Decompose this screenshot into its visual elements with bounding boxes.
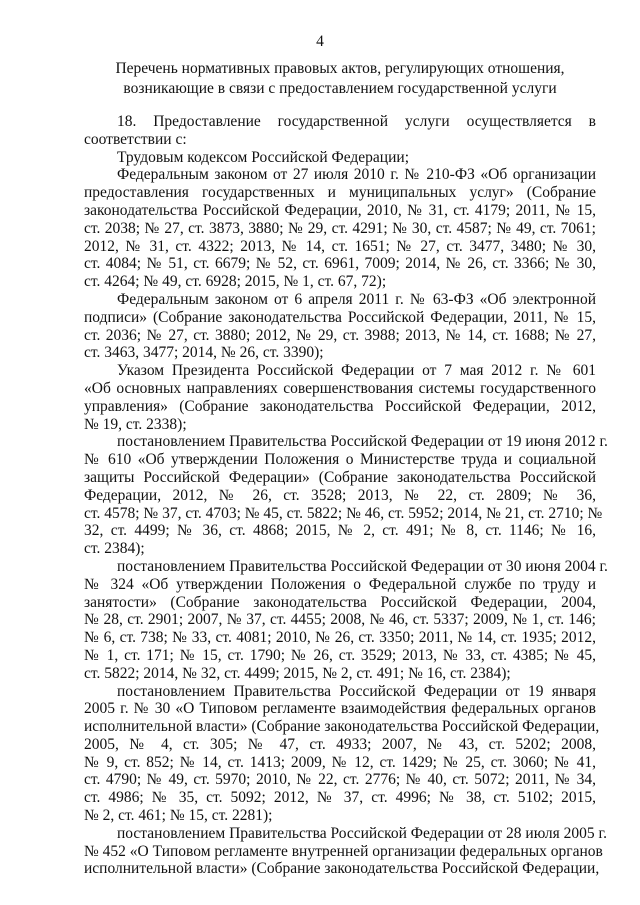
paragraph-line: подписи» (Собрание законодательства Российской Федерации, 2011, № 15,: [84, 308, 596, 326]
paragraph-line: ст. 2036; № 27, ст. 3880; 2012, № 29, ст. 3988; 2013, № 14, ст. 1688; № 27,: [84, 326, 596, 344]
paragraph: [84, 362, 596, 433]
paragraph-line: управления» (Собрание законодательства Российской Федерации, 2012,: [84, 397, 596, 415]
paragraph: [84, 149, 596, 167]
paragraph: [84, 682, 600, 825]
paragraph-line: ст. 4986; № 35, ст. 5092; 2012, № 37, ст. 4996; № 38, ст. 5102; 2015,: [84, 789, 596, 807]
paragraph-line: 18. Предоставление государственной услуги осуществляется в: [117, 113, 596, 130]
paragraph: [84, 113, 596, 149]
paragraph-line: ст. 2038; № 27, ст. 3873, 3880; № 29, ст. 4291; № 30, ст. 4587; № 49, ст. 7061;: [84, 219, 596, 237]
paragraph-line: № 19, ст. 2338);: [84, 415, 187, 433]
paragraph-line: исполнительной власти» (Собрание законодательства Российской Федерации,: [84, 718, 600, 736]
paragraph-line: 2005, № 4, ст. 305; № 47, ст. 4933; 2007, № 43, ст. 5202; 2008,: [84, 735, 596, 753]
paragraph-line: ст. 4790; № 49, ст. 5970; 2010, № 22, ст. 2776; № 40, ст. 5072; 2011, № 34,: [84, 771, 596, 789]
paragraph-line: соответствии с:: [84, 130, 187, 148]
paragraph-line: постановлением Правительства Российской Федерации от 28 июля 2005 г.: [117, 824, 607, 842]
paragraph: [84, 433, 608, 558]
paragraph-line: ст. 4578; № 37, ст. 4703; № 45, ст. 5822; № 46, ст. 5952; 2014, № 21, ст. 2710; №: [84, 504, 603, 522]
paragraph-line: № 28, ст. 2901; 2007, № 37, ст. 4455; 2008, № 46, ст. 5337; 2009, № 1, ст. 146;: [84, 611, 596, 629]
paragraph: [84, 166, 596, 291]
paragraph-line: ст. 4264; № 49, ст. 6928; 2015, № 1, ст. 67, 72);: [84, 273, 387, 291]
paragraph-line: 32, ст. 4499; № 36, ст. 4868; 2015, № 2, ст. 491; № 8, ст. 1146; № 16,: [84, 522, 596, 540]
paragraph-line: № 610 «Об утверждении Положения о Министерстве труда и социальной: [84, 451, 596, 469]
section-title-line: Перечень нормативных правовых актов, регулирующих отношения,: [115, 60, 565, 77]
paragraph-line: Указом Президента Российской Федерации от 7 мая 2012 г. № 601: [117, 362, 596, 380]
paragraph-line: № 9, ст. 852; № 14, ст. 1413; 2009, № 12, ст. 1429; № 25, ст. 3060; № 41,: [84, 753, 596, 771]
paragraph: [84, 824, 607, 878]
paragraph-line: № 452 «О Типовом регламенте внутренней организации федеральных органов: [84, 842, 603, 860]
paragraph-line: № 2, ст. 461; № 15, ст. 2281);: [84, 807, 273, 825]
paragraph-line: ст. 3463, 3477; 2014, № 26, ст. 3390);: [84, 344, 324, 362]
page-number: 4: [316, 33, 324, 50]
paragraph-line: предоставления государственных и муниципальных услуг» (Собрание: [84, 184, 596, 202]
paragraph-line: № 324 «Об утверждении Положения о Федеральной службе по труду и: [84, 575, 596, 593]
paragraph-line: № 1, ст. 171; № 15, ст. 1790; № 26, ст. 3529; 2013, № 33, ст. 4385; № 45,: [84, 646, 596, 664]
paragraph-line: Федеральным законом от 6 апреля 2011 г. № 63-ФЗ «Об электронной: [117, 290, 596, 308]
paragraph-line: 2005 г. № 30 «О Типовом регламенте взаимодействия федеральных органов: [84, 700, 596, 718]
paragraph-line: защиты Российской Федерации» (Собрание законодательства Российской: [84, 468, 596, 486]
paragraph-line: исполнительной власти» (Собрание законодательства Российской Федерации,: [84, 860, 600, 878]
paragraph-line: постановлением Правительства Российской Федерации от 30 июня 2004 г.: [117, 557, 608, 575]
paragraph-line: Федеральным законом от 27 июля 2010 г. № 210-ФЗ «Об организации: [117, 166, 596, 184]
paragraph-line: 2012, № 31, ст. 4322; 2013, № 14, ст. 1651; № 27, ст. 3477, 3480; № 30,: [84, 237, 596, 255]
paragraph-line: ст. 4084; № 51, ст. 6679; № 52, ст. 6961, 7009; 2014, № 26, ст. 3366; № 30,: [84, 255, 596, 273]
paragraph-line: Трудовым кодексом Российской Федерации;: [117, 148, 409, 166]
document-body: [84, 113, 608, 878]
paragraph: [84, 557, 608, 683]
paragraph-line: постановлением Правительства Российской Федерации от 19 января: [117, 682, 596, 700]
section-title-line: возникающие в связи с предоставлением государственной услуги: [123, 79, 557, 97]
paragraph-line: Федерации, 2012, № 26, ст. 3528; 2013, № 22, ст. 2809; № 36,: [84, 486, 596, 504]
paragraph-line: занятости» (Собрание законодательства Российской Федерации, 2004,: [84, 593, 596, 611]
paragraph-line: ст. 5822; 2014, № 32, ст. 4499; 2015, № 2, ст. 491; № 16, ст. 2384);: [84, 664, 511, 682]
section-title: [84, 59, 596, 98]
paragraph: [84, 291, 596, 362]
paragraph-line: № 6, ст. 738; № 33, ст. 4081; 2010, № 26, ст. 3350; 2011, № 14, ст. 1935; 2012,: [84, 629, 596, 647]
paragraph-line: ст. 2384);: [84, 540, 145, 558]
paragraph-line: постановлением Правительства Российской Федерации от 19 июня 2012 г.: [117, 433, 608, 451]
paragraph-line: «Об основных направлениях совершенствования системы государственного: [84, 379, 596, 397]
paragraph-line: законодательства Российской Федерации, 2010, № 31, ст. 4179; 2011, № 15,: [84, 201, 596, 219]
